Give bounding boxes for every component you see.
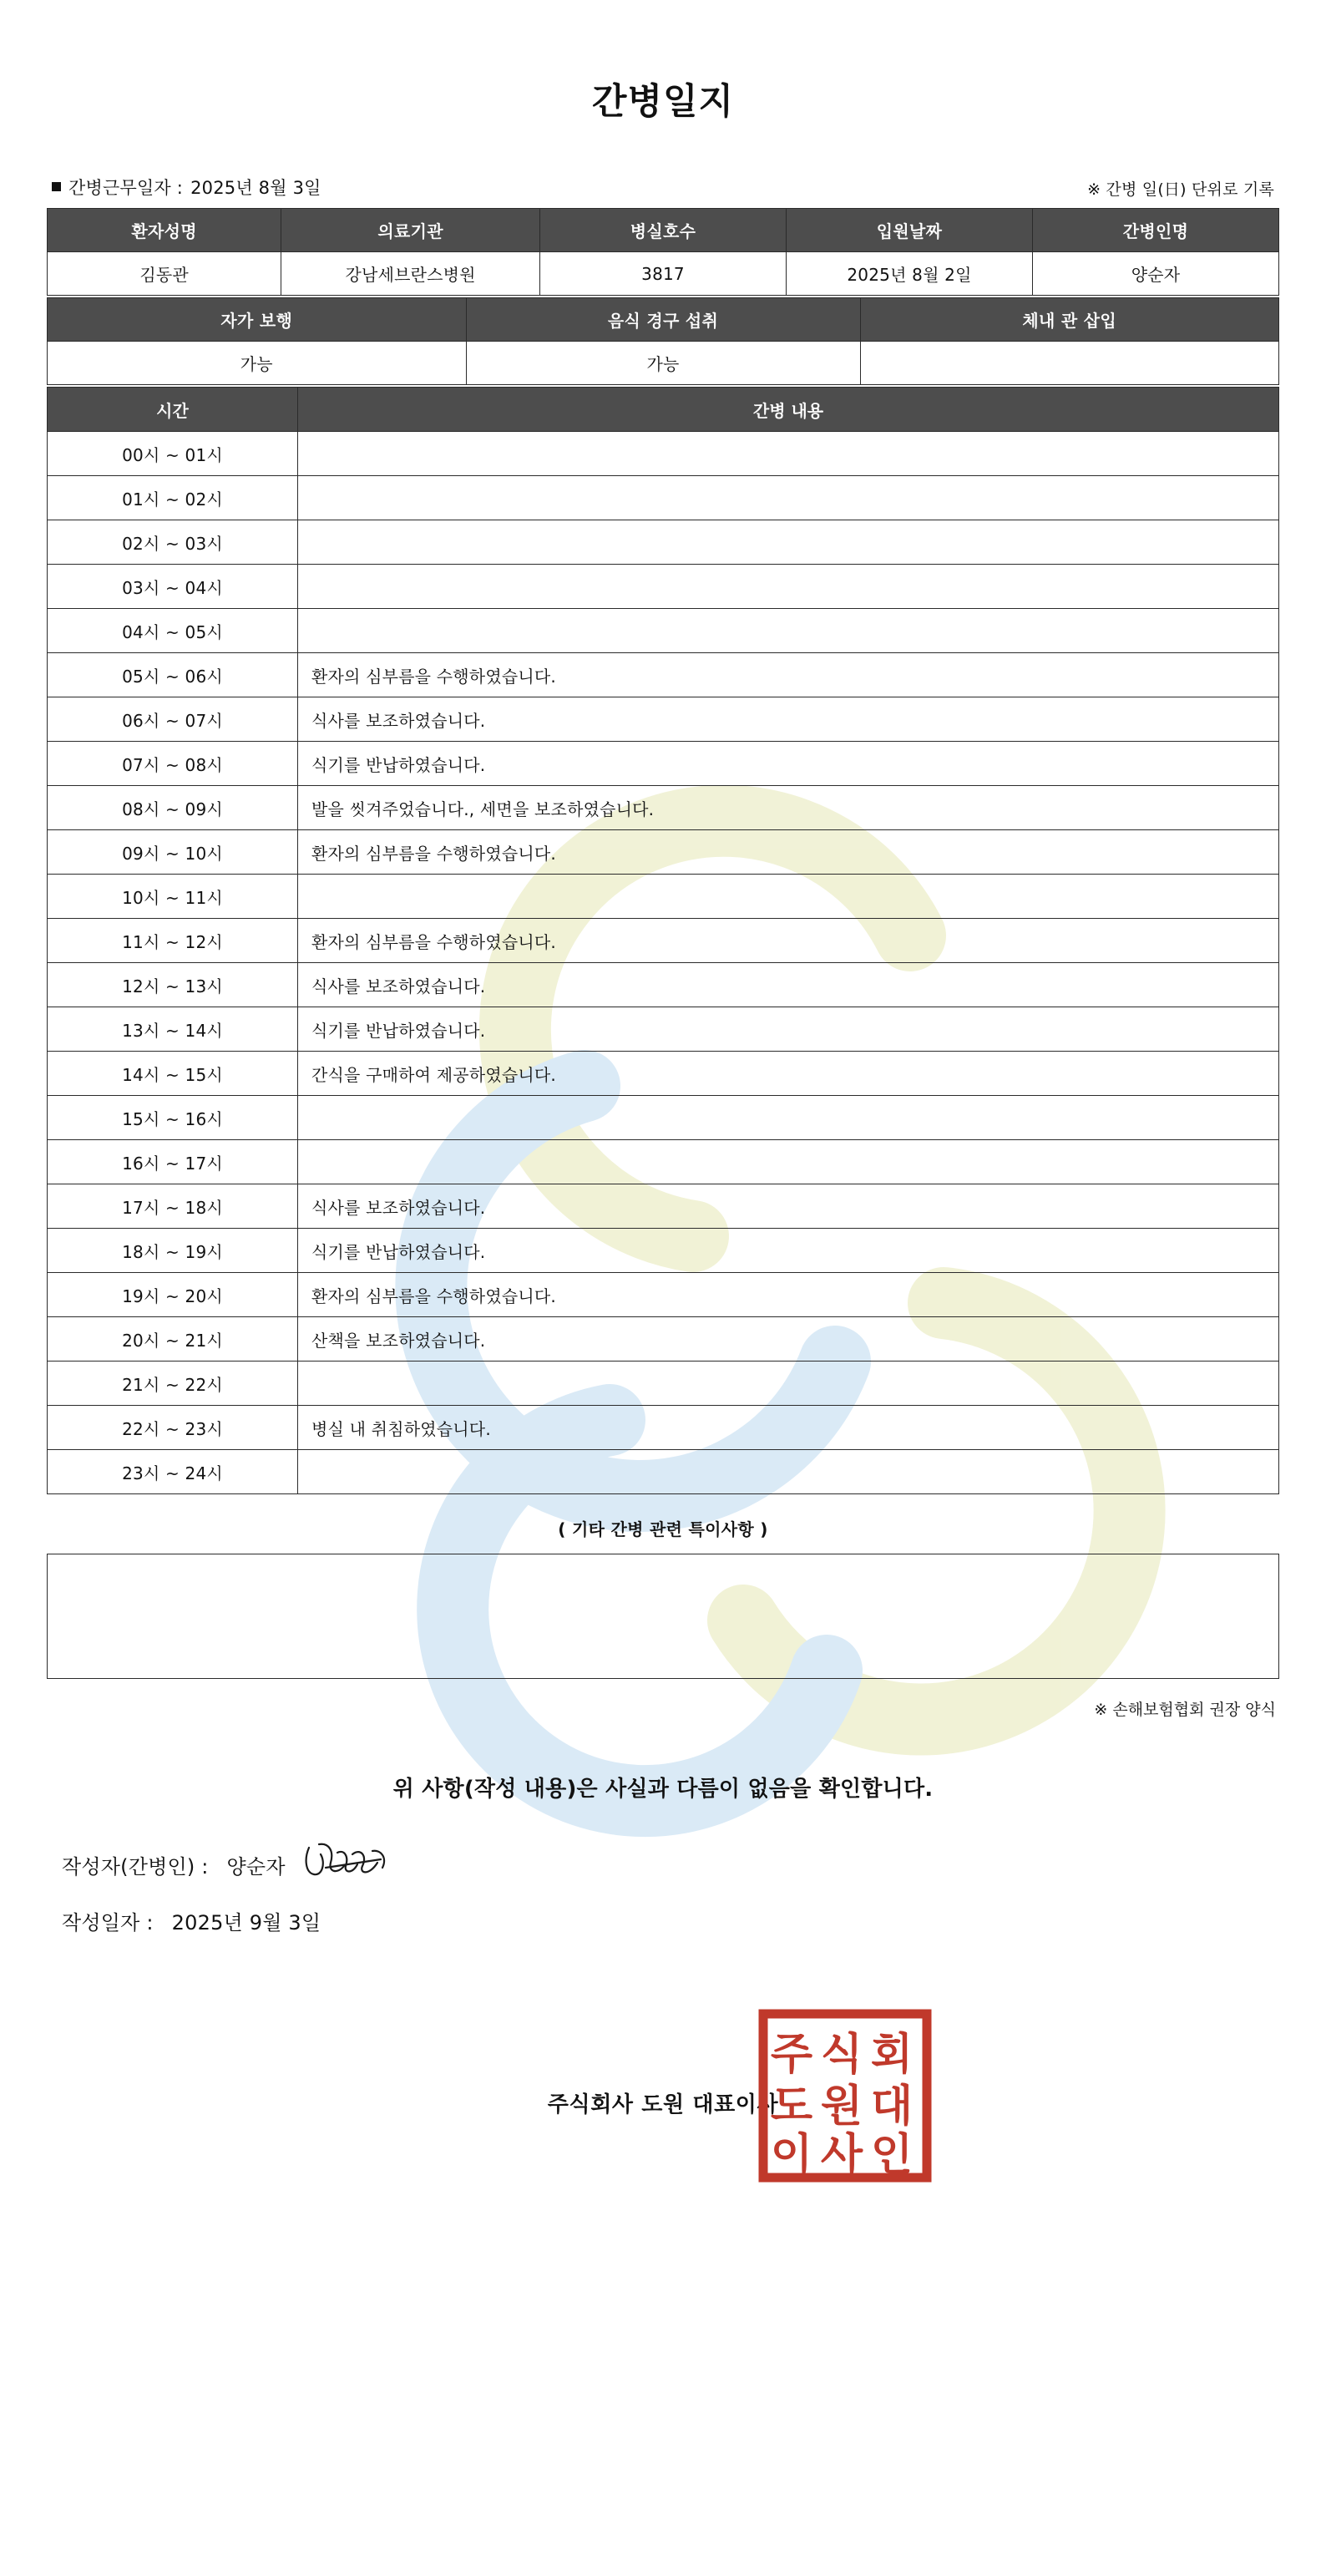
table-row	[48, 1007, 1279, 1052]
svg-text:이: 이	[770, 2130, 813, 2180]
svg-text:인: 인	[870, 2130, 914, 2180]
care-note: 간식을 구매하여 제공하였습니다.	[298, 1052, 1279, 1096]
time-slot: 05시 ~ 06시	[48, 653, 298, 697]
association-note: ※ 손해보험협회 권장 양식	[1094, 1701, 1276, 1719]
patient-name-value: 김동관	[48, 252, 281, 296]
remarks-caption: ( 기타 간병 관련 특이사항 )	[558, 1519, 768, 1539]
author-label: 작성자(간병인) :	[62, 1854, 209, 1879]
care-note	[298, 609, 1279, 653]
condition-info-table	[47, 297, 1279, 385]
column-header: 입원날짜	[787, 209, 1033, 252]
care-note	[298, 476, 1279, 520]
author-value: 양순자	[226, 1854, 286, 1879]
signature-block	[47, 1843, 1279, 1935]
table-row	[48, 742, 1279, 786]
column-header: 간병인명	[1033, 209, 1279, 252]
caregiver-name-value: 양순자	[1033, 252, 1279, 296]
date-value: 2025년 9월 3일	[171, 1911, 321, 1935]
column-header-note: 간병 내용	[298, 388, 1279, 432]
time-slot: 04시 ~ 05시	[48, 609, 298, 653]
time-slot: 09시 ~ 10시	[48, 830, 298, 875]
tube-insertion-value	[860, 342, 1279, 385]
care-note	[298, 520, 1279, 565]
svg-text:도: 도	[770, 2082, 813, 2132]
handwritten-signature-icon	[301, 1838, 401, 1886]
table-row	[48, 697, 1279, 742]
table-row	[48, 1317, 1279, 1362]
care-note	[298, 432, 1279, 476]
table-row	[48, 1184, 1279, 1229]
table-row	[48, 432, 1279, 476]
table-row	[48, 1362, 1279, 1406]
care-note: 식기를 반납하였습니다.	[298, 742, 1279, 786]
table-row	[48, 963, 1279, 1007]
meta-row	[47, 175, 1279, 208]
table-row	[48, 342, 1279, 385]
column-header: 환자성명	[48, 209, 281, 252]
column-header: 의료기관	[281, 209, 540, 252]
care-note: 식기를 반납하였습니다.	[298, 1007, 1279, 1052]
time-slot: 14시 ~ 15시	[48, 1052, 298, 1096]
care-note: 환자의 심부름을 수행하였습니다.	[298, 830, 1279, 875]
table-row	[48, 252, 1279, 296]
time-slot: 00시 ~ 01시	[48, 432, 298, 476]
table-row	[48, 1140, 1279, 1184]
time-slot: 12시 ~ 13시	[48, 963, 298, 1007]
company-seal-stamp-icon	[758, 2009, 932, 2183]
care-note	[298, 875, 1279, 919]
table-row	[48, 1229, 1279, 1273]
hospital-value: 강남세브란스병원	[281, 252, 540, 296]
column-header: 병실호수	[540, 209, 787, 252]
care-note	[298, 1450, 1279, 1494]
column-header: 자가 보행	[48, 298, 467, 342]
care-note: 식기를 반납하였습니다.	[298, 1229, 1279, 1273]
care-note	[298, 1362, 1279, 1406]
table-row	[48, 875, 1279, 919]
svg-text:사: 사	[820, 2130, 863, 2180]
care-note: 식사를 보조하였습니다.	[298, 1184, 1279, 1229]
time-slot: 02시 ~ 03시	[48, 520, 298, 565]
time-slot: 18시 ~ 19시	[48, 1229, 298, 1273]
author-row	[62, 1843, 1279, 1886]
page-title: 간병일지	[591, 81, 735, 123]
svg-text:주: 주	[770, 2030, 813, 2080]
patient-info-table	[47, 208, 1279, 296]
company-row	[47, 2007, 1279, 2180]
table-row	[48, 1406, 1279, 1450]
table-header-row	[48, 209, 1279, 252]
care-note: 식사를 보조하였습니다.	[298, 697, 1279, 742]
svg-text:원: 원	[820, 2082, 863, 2132]
time-slot: 10시 ~ 11시	[48, 875, 298, 919]
work-date-label: 간병근무일자 :	[68, 178, 184, 198]
column-header-time: 시간	[48, 388, 298, 432]
care-log-table	[47, 387, 1279, 1494]
column-header: 체내 관 삽입	[860, 298, 1279, 342]
table-row	[48, 1273, 1279, 1317]
oral-intake-value: 가능	[466, 342, 860, 385]
svg-text:식: 식	[820, 2030, 863, 2080]
time-slot: 06시 ~ 07시	[48, 697, 298, 742]
unit-note: ※ 간병 일(日) 단위로 기록	[1087, 180, 1274, 199]
table-row	[48, 1052, 1279, 1096]
company-name: 주식회사 도원 대표이사	[547, 2092, 779, 2117]
care-note: 발을 씻겨주었습니다., 세면을 보조하였습니다.	[298, 786, 1279, 830]
care-note: 환자의 심부름을 수행하였습니다.	[298, 919, 1279, 963]
care-note	[298, 1140, 1279, 1184]
time-slot: 03시 ~ 04시	[48, 565, 298, 609]
table-row	[48, 786, 1279, 830]
table-header-row	[48, 298, 1279, 342]
care-note	[298, 1096, 1279, 1140]
time-slot: 20시 ~ 21시	[48, 1317, 298, 1362]
time-slot: 01시 ~ 02시	[48, 476, 298, 520]
time-slot: 15시 ~ 16시	[48, 1096, 298, 1140]
time-slot: 17시 ~ 18시	[48, 1184, 298, 1229]
date-row	[62, 1906, 1279, 1935]
date-label: 작성일자 :	[62, 1911, 154, 1935]
table-header-row	[48, 388, 1279, 432]
care-note: 병실 내 취침하였습니다.	[298, 1406, 1279, 1450]
table-row	[48, 653, 1279, 697]
table-row	[48, 919, 1279, 963]
care-note: 환자의 심부름을 수행하였습니다.	[298, 1273, 1279, 1317]
column-header: 음식 경구 섭취	[466, 298, 860, 342]
care-note	[298, 565, 1279, 609]
time-slot: 22시 ~ 23시	[48, 1406, 298, 1450]
time-slot: 23시 ~ 24시	[48, 1450, 298, 1494]
svg-text:회: 회	[870, 2030, 914, 2080]
care-note: 환자의 심부름을 수행하였습니다.	[298, 653, 1279, 697]
time-slot: 16시 ~ 17시	[48, 1140, 298, 1184]
admission-date-value: 2025년 8월 2일	[787, 252, 1033, 296]
table-row	[48, 476, 1279, 520]
care-note: 산책을 보조하였습니다.	[298, 1317, 1279, 1362]
table-row	[48, 520, 1279, 565]
time-slot: 21시 ~ 22시	[48, 1362, 298, 1406]
time-slot: 07시 ~ 08시	[48, 742, 298, 786]
svg-text:대: 대	[870, 2082, 914, 2132]
time-slot: 13시 ~ 14시	[48, 1007, 298, 1052]
table-row	[48, 609, 1279, 653]
table-row	[48, 565, 1279, 609]
table-row	[48, 1450, 1279, 1494]
work-date-value: 2025년 8월 3일	[190, 178, 321, 198]
table-row	[48, 830, 1279, 875]
time-slot: 19시 ~ 20시	[48, 1273, 298, 1317]
self-walking-value: 가능	[48, 342, 467, 385]
time-slot: 08시 ~ 09시	[48, 786, 298, 830]
work-date	[52, 175, 321, 200]
care-note: 식사를 보조하였습니다.	[298, 963, 1279, 1007]
confirmation-statement: 위 사항(작성 내용)은 사실과 다름이 없음을 확인합니다.	[392, 1777, 934, 1802]
room-number-value: 3817	[540, 252, 787, 296]
remarks-box[interactable]	[47, 1554, 1279, 1679]
table-row	[48, 1096, 1279, 1140]
bullet-square-icon	[52, 182, 61, 191]
time-slot: 11시 ~ 12시	[48, 919, 298, 963]
